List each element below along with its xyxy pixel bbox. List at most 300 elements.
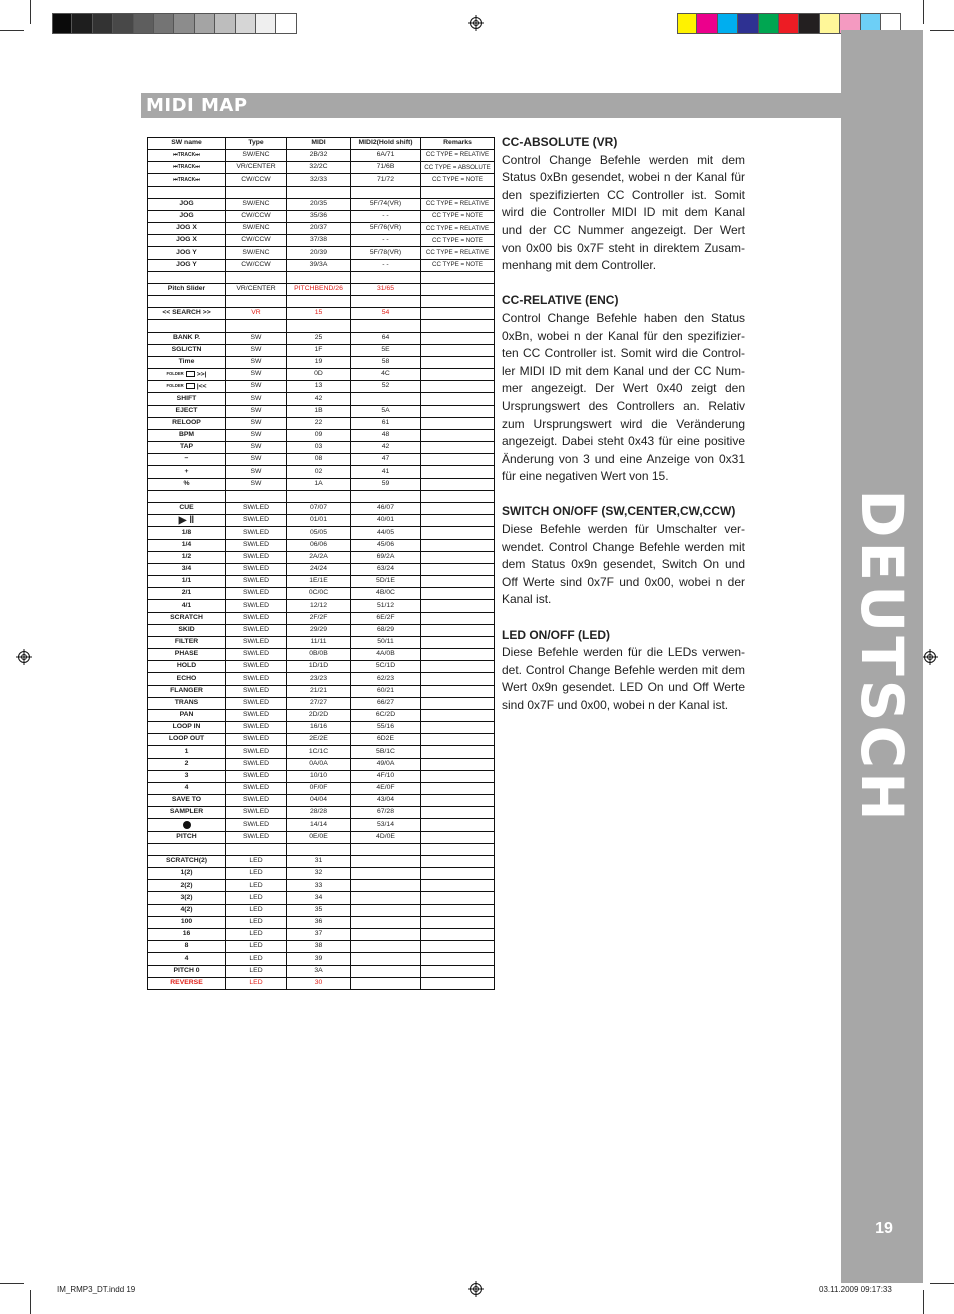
table-row: [148, 247, 495, 259]
color-swatch: [697, 13, 717, 34]
track-skip-icon: ⏮TRACK⏭: [173, 164, 200, 171]
cell-midi: 32/2C: [287, 162, 351, 174]
registration-mark-icon: [468, 1281, 484, 1297]
cell-midi: 19: [287, 356, 351, 368]
cell-type: CW/CCW: [226, 235, 287, 247]
cell-type: SW/LED: [226, 636, 287, 648]
table-row: [148, 405, 495, 417]
cell-name: [148, 271, 226, 283]
cell-remarks: [421, 819, 495, 831]
cell-remarks: [421, 722, 495, 734]
cell-type: SW/LED: [226, 685, 287, 697]
cell-name: RELOOP: [148, 417, 226, 429]
cell-midi2: 64: [351, 332, 421, 344]
table-row: [148, 576, 495, 588]
table-row: [148, 855, 495, 867]
cell-remarks: [421, 709, 495, 721]
cell-type: LED: [226, 953, 287, 965]
cell-type: LED: [226, 977, 287, 989]
page-number: 19: [875, 1220, 893, 1237]
cell-midi2: [351, 296, 421, 308]
table-row: [148, 283, 495, 295]
cell-type: SW/LED: [226, 758, 287, 770]
cell-remarks: [421, 490, 495, 502]
table-row: [148, 369, 495, 381]
cell-midi2: [351, 843, 421, 855]
cell-midi2: 58: [351, 356, 421, 368]
cell-midi: 09: [287, 429, 351, 441]
section-heading: LED ON/OFF (LED): [502, 627, 610, 642]
cell-remarks: [421, 685, 495, 697]
cell-type: SW/LED: [226, 746, 287, 758]
cell-remarks: [421, 271, 495, 283]
cell-name: TRANS: [148, 697, 226, 709]
cell-midi2: [351, 855, 421, 867]
folder-icon: FOLDER: [166, 382, 184, 388]
cell-remarks: [421, 393, 495, 405]
grey-calibration-bar: [52, 13, 297, 34]
cell-remarks: [421, 770, 495, 782]
cell-name: SGL/CTN: [148, 344, 226, 356]
cell-type: SW: [226, 466, 287, 478]
cell-midi: [287, 843, 351, 855]
table-row: [148, 442, 495, 454]
cell-midi: 10/10: [287, 770, 351, 782]
cell-midi: 15: [287, 308, 351, 320]
table-row: [148, 600, 495, 612]
color-swatch: [174, 13, 194, 34]
cell-midi: 2E/2E: [287, 734, 351, 746]
cell-midi2: 5D/1E: [351, 576, 421, 588]
cell-name: SCRATCH(2): [148, 855, 226, 867]
cell-type: SW: [226, 429, 287, 441]
cell-remarks: [421, 941, 495, 953]
cell-remarks: [421, 612, 495, 624]
cell-midi2: 46/07: [351, 502, 421, 514]
cell-midi2: 47: [351, 454, 421, 466]
cell-midi2: 45/06: [351, 539, 421, 551]
cell-midi: 21/21: [287, 685, 351, 697]
cell-remarks: [421, 868, 495, 880]
cell-type: [226, 271, 287, 283]
cell-midi2: 6D2E: [351, 734, 421, 746]
description-column: [502, 134, 745, 732]
cell-type: SW/LED: [226, 539, 287, 551]
cell-midi: 32/33: [287, 174, 351, 186]
cell-midi2: 4D/0E: [351, 831, 421, 843]
table-row: [148, 393, 495, 405]
cell-type: SW/LED: [226, 551, 287, 563]
midi-map-table: [147, 137, 495, 990]
cell-midi2: 5A: [351, 405, 421, 417]
cell-type: VR: [226, 308, 287, 320]
cell-remarks: [421, 855, 495, 867]
cell-remarks: [421, 356, 495, 368]
cell-remarks: [421, 563, 495, 575]
cell-name: 1/2: [148, 551, 226, 563]
cell-remarks: [421, 417, 495, 429]
cell-remarks: [421, 502, 495, 514]
cell-name: 100: [148, 916, 226, 928]
cell-midi2: [351, 490, 421, 502]
cell-midi2: 5F/74(VR): [351, 198, 421, 210]
cell-midi: 28/28: [287, 807, 351, 819]
cell-name: PAN: [148, 709, 226, 721]
cell-name: FILTER: [148, 636, 226, 648]
table-row: [148, 332, 495, 344]
cell-midi2: [351, 320, 421, 332]
cell-midi: 2B/32: [287, 150, 351, 162]
table-row: [148, 953, 495, 965]
cell-midi: [287, 320, 351, 332]
cell-name: −: [148, 454, 226, 466]
cell-midi: 31: [287, 855, 351, 867]
cell-midi2: 68/29: [351, 624, 421, 636]
cell-type: [226, 296, 287, 308]
cell-midi2: [351, 868, 421, 880]
cell-midi: 20/37: [287, 223, 351, 235]
table-row: [148, 868, 495, 880]
cell-name: 1/1: [148, 576, 226, 588]
cell-remarks: CC TYPE = RELATIVE: [421, 223, 495, 235]
cell-midi2: 71/72: [351, 174, 421, 186]
crop-mark: [0, 1283, 24, 1284]
cell-remarks: [421, 916, 495, 928]
table-row: [148, 709, 495, 721]
cell-name: CUE: [148, 502, 226, 514]
table-row: [148, 746, 495, 758]
cell-remarks: [421, 929, 495, 941]
cell-midi2: 4A/0B: [351, 649, 421, 661]
cell-name: JOG: [148, 210, 226, 222]
cell-type: SW: [226, 356, 287, 368]
cell-remarks: [421, 320, 495, 332]
cell-type: SW/ENC: [226, 150, 287, 162]
cell-midi: 2F/2F: [287, 612, 351, 624]
color-swatch: [134, 13, 154, 34]
cell-name: SKID: [148, 624, 226, 636]
cell-name: [148, 819, 226, 831]
cell-midi: 13: [287, 381, 351, 393]
cell-midi2: [351, 904, 421, 916]
cell-remarks: [421, 831, 495, 843]
section-heading: CC-ABSOLUTE (VR): [502, 135, 618, 149]
cell-remarks: [421, 332, 495, 344]
cell-type: SW/LED: [226, 624, 287, 636]
cell-type: SW/LED: [226, 563, 287, 575]
cell-midi: 37/38: [287, 235, 351, 247]
cell-midi: 24/24: [287, 563, 351, 575]
cell-remarks: CC TYPE = NOTE: [421, 259, 495, 271]
table-header-row: [148, 138, 495, 150]
table-row: [148, 929, 495, 941]
cell-type: SW/LED: [226, 819, 287, 831]
table-row: [148, 819, 495, 831]
cell-name: BANK P.: [148, 332, 226, 344]
cell-remarks: [421, 588, 495, 600]
cell-midi: 0D: [287, 369, 351, 381]
color-swatch: [154, 13, 174, 34]
cell-name: 3(2): [148, 892, 226, 904]
cell-remarks: [421, 344, 495, 356]
cell-midi2: 5B/1C: [351, 746, 421, 758]
cell-type: LED: [226, 929, 287, 941]
folder-box-icon: [186, 371, 195, 377]
cell-midi2: 66/27: [351, 697, 421, 709]
cell-remarks: [421, 953, 495, 965]
cell-midi2: 53/14: [351, 819, 421, 831]
color-swatch: [677, 13, 697, 34]
table-row: [148, 356, 495, 368]
cell-type: SW/LED: [226, 697, 287, 709]
cell-type: SW: [226, 344, 287, 356]
cell-remarks: [421, 551, 495, 563]
cell-midi2: [351, 393, 421, 405]
table-row: [148, 210, 495, 222]
table-row: [148, 162, 495, 174]
cell-name: 3: [148, 770, 226, 782]
cell-name: ECHO: [148, 673, 226, 685]
cell-type: SW/ENC: [226, 198, 287, 210]
color-swatch: [52, 13, 72, 34]
cell-remarks: [421, 782, 495, 794]
cell-remarks: [421, 283, 495, 295]
cell-type: SW/ENC: [226, 223, 287, 235]
table-row: [148, 770, 495, 782]
cell-type: SW/LED: [226, 782, 287, 794]
cell-name-text: >>|: [196, 370, 207, 378]
table-row: [148, 734, 495, 746]
cell-midi2: [351, 186, 421, 198]
play-pause-icon: ▶ ‖: [178, 514, 195, 526]
cell-name: JOG Y: [148, 247, 226, 259]
table-row: [148, 795, 495, 807]
cell-midi2: 48: [351, 429, 421, 441]
color-swatch: [195, 13, 215, 34]
table-row: [148, 454, 495, 466]
crop-mark: [0, 30, 24, 31]
cell-type: SW/LED: [226, 795, 287, 807]
cell-name: JOG X: [148, 223, 226, 235]
color-swatch: [779, 13, 799, 34]
cell-type: CW/CCW: [226, 174, 287, 186]
cell-type: [226, 490, 287, 502]
cell-midi: 0C/0C: [287, 588, 351, 600]
cell-type: SW/LED: [226, 576, 287, 588]
table-row: [148, 843, 495, 855]
cell-midi: 02: [287, 466, 351, 478]
cell-remarks: [421, 965, 495, 977]
folder-box-icon: [186, 383, 195, 389]
cell-type: SW/LED: [226, 649, 287, 661]
cell-midi: 27/27: [287, 697, 351, 709]
cell-name: 16: [148, 929, 226, 941]
cell-midi2: 4E/0F: [351, 782, 421, 794]
table-row: [148, 965, 495, 977]
table-row: [148, 697, 495, 709]
cell-midi: 0A/0A: [287, 758, 351, 770]
cell-type: VR/CENTER: [226, 162, 287, 174]
cell-remarks: [421, 624, 495, 636]
cell-type: SW/LED: [226, 709, 287, 721]
table-row: [148, 296, 495, 308]
table-row: [148, 271, 495, 283]
cell-name: HOLD: [148, 661, 226, 673]
cell-name: +: [148, 466, 226, 478]
color-swatch: [113, 13, 133, 34]
cell-midi: 39/3A: [287, 259, 351, 271]
cell-midi: 1D/1D: [287, 661, 351, 673]
cell-remarks: [421, 697, 495, 709]
cell-type: SW/LED: [226, 527, 287, 539]
cell-midi: 38: [287, 941, 351, 953]
cell-type: SW: [226, 332, 287, 344]
cell-midi2: 4F/10: [351, 770, 421, 782]
cell-midi2: [351, 271, 421, 283]
column-header: Remarks: [421, 138, 495, 150]
cell-name: SAMPLER: [148, 807, 226, 819]
cell-type: [226, 186, 287, 198]
cell-midi2: [351, 953, 421, 965]
cell-name: [148, 162, 226, 174]
cell-midi: [287, 296, 351, 308]
cell-midi: 2D/2D: [287, 709, 351, 721]
cell-type: SW: [226, 454, 287, 466]
table-row: [148, 308, 495, 320]
cell-remarks: [421, 795, 495, 807]
cell-midi: 37: [287, 929, 351, 941]
cell-name: BPM: [148, 429, 226, 441]
cell-midi2: [351, 977, 421, 989]
color-swatch: [215, 13, 235, 34]
cell-name: 1/8: [148, 527, 226, 539]
table-row: [148, 186, 495, 198]
cell-name: REVERSE: [148, 977, 226, 989]
cell-midi2: [351, 965, 421, 977]
cell-name: LOOP IN: [148, 722, 226, 734]
cell-type: SW/LED: [226, 588, 287, 600]
cell-midi2: 69/2A: [351, 551, 421, 563]
cell-name: 4: [148, 782, 226, 794]
table-row: [148, 904, 495, 916]
table-row: [148, 673, 495, 685]
track-skip-icon: ⏮TRACK⏭: [173, 152, 200, 159]
footer-filename: IM_RMP3_DT.indd 19: [57, 1285, 136, 1294]
cell-midi: 2A/2A: [287, 551, 351, 563]
cell-midi: 42: [287, 393, 351, 405]
cell-midi: 01/01: [287, 515, 351, 527]
section-body: Control Change Befehle haben den Status 0xBn, wobei n der Kanal für den spezifizierten CC Controller ist. Somit wird die Controller MIDI ID mit dem Kanal und der CC Nummer angezeigt. Der Wert 0x40 zeigt den Ursprungswert des Controllers an. Relativ zum Ursprungswert wird die Veränderung angezeigt. Dabei steht 0x43 für eine positive Änderung von 3 und eine Anzeige von 0x31 für eine negativen Wert von 15.: [502, 310, 745, 484]
table-row: [148, 661, 495, 673]
cell-midi2: 49/0A: [351, 758, 421, 770]
cell-remarks: [421, 843, 495, 855]
cell-midi: 1C/1C: [287, 746, 351, 758]
crop-mark: [923, 0, 924, 24]
cell-midi: 29/29: [287, 624, 351, 636]
cell-type: SW/LED: [226, 502, 287, 514]
cell-midi: [287, 490, 351, 502]
section-heading: SWITCH ON/OFF (SW,CENTER,CW,CCW): [502, 504, 736, 519]
cell-name: [148, 320, 226, 332]
cell-type: SW: [226, 393, 287, 405]
cell-name: Time: [148, 356, 226, 368]
table-row: [148, 563, 495, 575]
cell-midi: 08: [287, 454, 351, 466]
cell-remarks: CC TYPE = RELATIVE: [421, 150, 495, 162]
cell-midi2: 42: [351, 442, 421, 454]
cell-midi2: 60/21: [351, 685, 421, 697]
cell-midi: 22: [287, 417, 351, 429]
cell-name: Pitch Slider: [148, 283, 226, 295]
cell-midi2: 6C/2D: [351, 709, 421, 721]
cell-midi2: 67/28: [351, 807, 421, 819]
cell-remarks: [421, 576, 495, 588]
cell-midi2: [351, 892, 421, 904]
cell-remarks: [421, 478, 495, 490]
cell-midi2: 5F/78(VR): [351, 247, 421, 259]
cell-type: SW/LED: [226, 831, 287, 843]
table-row: [148, 223, 495, 235]
cell-midi2: [351, 929, 421, 941]
table-row: [148, 539, 495, 551]
cell-name: [148, 369, 226, 381]
table-row: [148, 758, 495, 770]
table-row: [148, 478, 495, 490]
table-row: [148, 649, 495, 661]
cell-name: PITCH 0: [148, 965, 226, 977]
table-row: [148, 466, 495, 478]
cell-midi: 35: [287, 904, 351, 916]
cell-name: SHIFT: [148, 393, 226, 405]
cell-name: 2: [148, 758, 226, 770]
cell-midi: 1B: [287, 405, 351, 417]
cell-midi: 03: [287, 442, 351, 454]
cell-name: SCRATCH: [148, 612, 226, 624]
column-header: MIDI: [287, 138, 351, 150]
section-heading: CC-RELATIVE (ENC): [502, 293, 619, 308]
cell-name: 4: [148, 953, 226, 965]
cell-type: [226, 843, 287, 855]
cell-name: 1: [148, 746, 226, 758]
table-row: [148, 235, 495, 247]
cell-midi: 33: [287, 880, 351, 892]
table-row: [148, 429, 495, 441]
cell-midi: 1A: [287, 478, 351, 490]
cell-name: JOG X: [148, 235, 226, 247]
cell-remarks: CC TYPE = NOTE: [421, 174, 495, 186]
cell-midi2: 6A/71: [351, 150, 421, 162]
cell-name: [148, 490, 226, 502]
cell-remarks: [421, 600, 495, 612]
cell-name: LOOP OUT: [148, 734, 226, 746]
table-row: [148, 588, 495, 600]
column-header: SW name: [148, 138, 226, 150]
cell-name: 4(2): [148, 904, 226, 916]
cell-remarks: [421, 429, 495, 441]
cell-midi2: - -: [351, 210, 421, 222]
cell-name: 2/1: [148, 588, 226, 600]
cell-midi: 11/11: [287, 636, 351, 648]
section-body: Control Change Befehle werden mit dem Status 0xBn gesendet, wobei n der Kanal für den spezifizierten CC Controller ist. Somit wird die Controller MIDI ID mit dem Kanal und der CC Nummer angezeigt. Der Wert von 0x00 bis 0x7F steht in direktem Zusammenhang mit dem Controller.: [502, 152, 745, 273]
cell-remarks: CC TYPE = ABSOLUTE: [421, 162, 495, 174]
cell-type: SW/LED: [226, 770, 287, 782]
cell-midi2: 5C/1D: [351, 661, 421, 673]
cell-type: SW/LED: [226, 612, 287, 624]
cell-remarks: [421, 186, 495, 198]
cell-midi2: [351, 916, 421, 928]
lock-icon: [183, 821, 191, 829]
crop-mark: [923, 1290, 924, 1314]
